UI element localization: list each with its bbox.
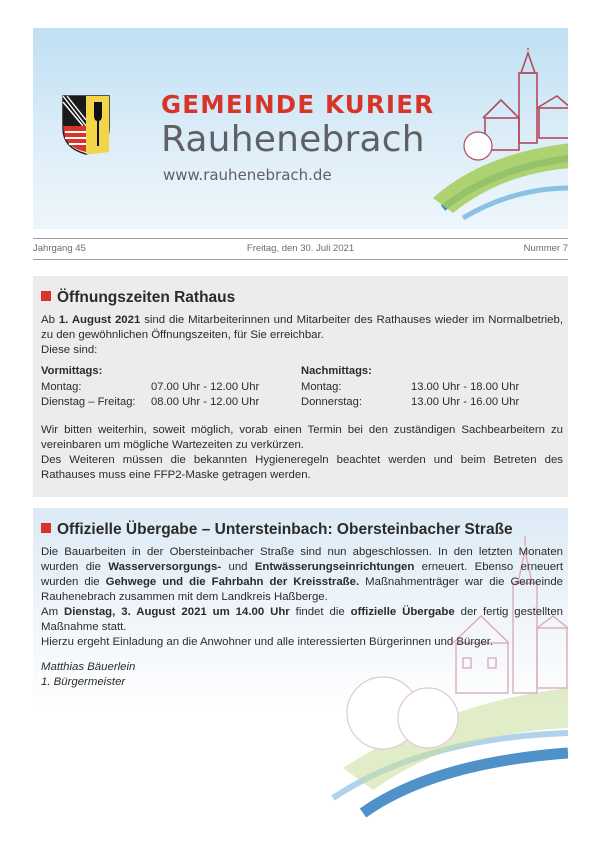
- handover-paragraph-1: Die Bauarbeiten in der Obersteinbacher Straße sind nun abgeschlossen. In den letzten Monaten wurden die Wasserversorgungs- und Entwässerungseinrichtungen erneuert. Ebenso erneuert wurden die Gehwege und die Fahrbahn der Kreisstraße. Maßnahmenträger war die Gemeinde Rauhenebrach zusammen mit dem Landkreis Haßberge.: [41, 546, 564, 603]
- issue-date: Freitag, den 30. Juli 2021: [246, 243, 355, 254]
- section-title-opening-hours: Öffnungszeiten Rathaus: [41, 289, 235, 307]
- morning-time: 07.00 Uhr - 12.00 Uhr: [151, 381, 260, 393]
- these-are-label: Diese sind:: [41, 344, 98, 356]
- hygiene-paragraph: Des Weiteren müssen die bekannten Hygieneregeln beachtet werden und beim Betreten des Rathauses muss eine FFP2-Maske getragen werden.: [41, 454, 563, 481]
- appointment-paragraph: Wir bitten weiterhin, soweit möglich, vorab einen Termin bei den zuständigen Sachbearbeitern zu vereinbaren um mögliche Wartezeiten zu verkürzen.: [41, 424, 563, 451]
- opening-hours-table: [41, 364, 563, 414]
- issue-info-bar: [33, 238, 568, 260]
- masthead-title-main: Rauhenebrach: [161, 119, 425, 160]
- section-title-handover: Offizielle Übergabe – Untersteinbach: Obersteinbacher Straße: [41, 521, 513, 539]
- section-official-handover: [33, 508, 568, 826]
- section-opening-hours: [33, 276, 568, 497]
- afternoon-time: 13.00 Uhr - 18.00 Uhr: [411, 381, 520, 393]
- handover-paragraph-2: Am Dienstag, 3. August 2021 um 14.00 Uhr findet die offizielle Übergabe der fertig gestellten Maßnahme statt.: [41, 606, 564, 633]
- red-square-icon: [41, 291, 51, 301]
- handover-paragraph-3: Hierzu ergeht Einladung an die Anwohner und alle interessierten Bürgerinnen und Bürger.: [41, 636, 494, 648]
- signature-name: Matthias Bäuerlein: [41, 661, 136, 673]
- signature-block: [41, 660, 135, 690]
- volume-label: Jahrgang 45: [33, 243, 86, 254]
- morning-heading: Vormittags:: [41, 365, 103, 377]
- morning-day: Dienstag – Freitag:: [41, 396, 136, 408]
- opening-hours-notes: [41, 423, 563, 483]
- masthead: [33, 28, 568, 229]
- signature-role: 1. Bürgermeister: [41, 676, 126, 688]
- church-landscape-icon: [433, 48, 568, 223]
- coat-of-arms-icon: [61, 94, 111, 156]
- issue-number: Nummer 7: [523, 243, 568, 254]
- morning-time: 08.00 Uhr - 12.00 Uhr: [151, 396, 260, 408]
- masthead-title-top: GEMEINDE KURIER: [161, 90, 435, 119]
- afternoon-time: 13.00 Uhr - 16.00 Uhr: [411, 396, 520, 408]
- masthead-website[interactable]: www.rauhenebrach.de: [163, 166, 332, 184]
- afternoon-heading: Nachmittags:: [301, 365, 372, 377]
- afternoon-day: Donnerstag:: [301, 396, 362, 408]
- red-square-icon: [41, 523, 51, 533]
- opening-hours-intro: Ab 1. August 2021 sind die Mitarbeiterinnen und Mitarbeiter des Rathauses wieder im Normalbetrieb, zu den gewöhnlichen Öffnungszeiten, für Sie erreichbar. Diese sind:: [41, 314, 563, 356]
- morning-day: Montag:: [41, 381, 82, 393]
- afternoon-day: Montag:: [301, 381, 342, 393]
- handover-text: [41, 545, 563, 650]
